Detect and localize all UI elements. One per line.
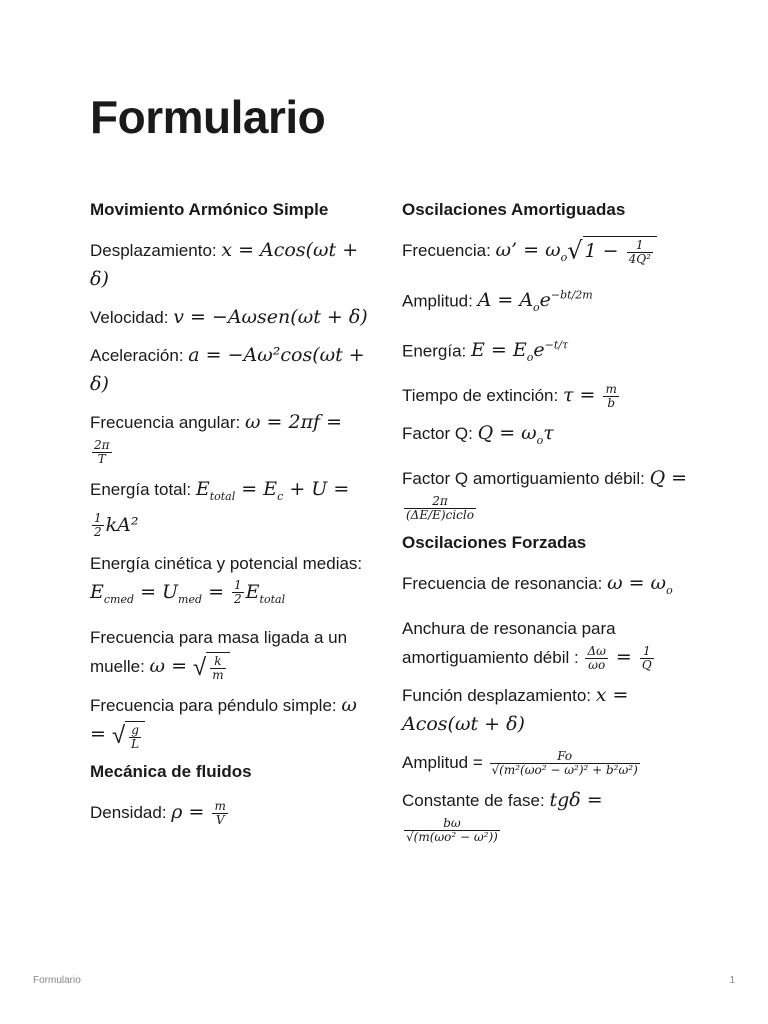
fraction: [210, 655, 225, 682]
eq-part: =: [202, 580, 231, 603]
formula-aceleracion: [90, 341, 370, 399]
fraction: [129, 724, 141, 751]
denominator: T: [97, 452, 106, 467]
eq-part: =: [609, 645, 638, 668]
formula-equation: tgδ =: [549, 788, 603, 811]
formula-energia-amortiguada: [402, 331, 692, 372]
fraction: [490, 750, 640, 777]
formula-frecuencia-muelle: [90, 623, 370, 683]
fraction: [603, 383, 618, 410]
subscript: o: [533, 300, 540, 314]
section-amortiguadas-heading: Oscilaciones Amortiguadas: [402, 200, 626, 219]
eq-part: E = E: [471, 339, 527, 362]
eq-part: = U: [134, 580, 179, 603]
formula-label: Frecuencia:: [402, 241, 496, 260]
numerator: m: [214, 798, 226, 813]
formula-equation: Q =: [649, 466, 688, 489]
formula-label: Frecuencia de resonancia:: [402, 573, 608, 593]
formula-label: Función desplazamiento:: [402, 685, 596, 705]
numerator: 1: [234, 578, 242, 593]
fraction: [92, 439, 112, 466]
formula-velocidad: [90, 303, 370, 332]
numerator: g: [129, 724, 141, 738]
formula-frecuencia-resonancia: [402, 569, 692, 605]
formula-frecuencia-pendulo: [90, 691, 370, 751]
eq-part: A = A: [477, 289, 534, 312]
subscript: o: [560, 250, 568, 264]
formula-amplitud-forzada: [402, 748, 692, 777]
formula-label: Factor Q:: [402, 424, 478, 444]
formula-equation: [90, 578, 286, 607]
formula-equation: [495, 236, 657, 266]
formula-label: Frecuencia angular:: [90, 413, 245, 432]
fraction: [404, 817, 500, 844]
eq-part: ω’ = ω: [495, 239, 561, 261]
exponent: −bt/2m: [550, 288, 593, 302]
fraction: [232, 579, 244, 606]
subscript: med: [178, 592, 203, 606]
denominator: Q: [641, 657, 652, 672]
eq-part: E: [245, 580, 260, 603]
formula-label: Amplitud =: [402, 752, 488, 772]
denominator: 2: [94, 525, 102, 540]
formula-funcion-desplazamiento: [402, 681, 692, 739]
denominator: 2: [234, 592, 242, 607]
section-forzadas-heading: Oscilaciones Forzadas: [402, 532, 587, 552]
subscript: o: [666, 583, 673, 597]
eq-part: E: [195, 478, 210, 501]
page-number: 1: [729, 975, 735, 986]
formula-label: Energía total:: [90, 480, 196, 500]
eq-part: τ: [543, 422, 554, 445]
formula-label: Factor Q amortiguamiento débil:: [402, 468, 650, 488]
formula-equation: v = −Aωsen(ωt + δ): [173, 306, 368, 328]
subscript: c: [277, 489, 284, 503]
footer-title: Formulario: [33, 975, 81, 986]
formula-frecuencia-angular: [90, 408, 370, 466]
eq-part: e: [539, 289, 551, 312]
formula-label: Aceleración:: [90, 346, 189, 365]
formula-frecuencia-amortiguada: [402, 236, 692, 272]
fraction: [585, 645, 607, 672]
formula-equation: [607, 571, 673, 597]
subscript: total: [259, 592, 286, 606]
subscript: o: [536, 433, 544, 447]
eq-part: E: [90, 580, 104, 603]
eq-part: Q = ω: [477, 422, 537, 445]
right-column: [402, 198, 692, 853]
formula-energia-media: [90, 549, 370, 614]
formula-tiempo-extincion: [402, 381, 692, 410]
numerator: k: [210, 655, 225, 669]
radicand: [125, 721, 145, 751]
formula-label: Velocidad:: [90, 308, 174, 327]
eq-part: 1 −: [584, 240, 625, 262]
formula-equation: x = Acos(ωt + δ): [90, 239, 359, 290]
formula-desplazamiento: [90, 236, 370, 294]
formula-label: Frecuencia para masa ligada a un muelle:: [90, 627, 348, 676]
numerator: 2π: [94, 438, 110, 453]
denominator: m: [212, 668, 224, 683]
formula-equation: ω =: [149, 654, 194, 677]
denominator: √(m(ωo² − ω²)): [406, 829, 498, 844]
subscript: cmed: [103, 592, 135, 606]
numerator: 2π: [404, 495, 476, 509]
formula-equation: τ =: [562, 384, 602, 407]
eq-part: ω = ω: [607, 571, 667, 594]
formula-equation: [471, 338, 569, 365]
eq-part: kA²: [105, 513, 139, 536]
numerator: Fo: [490, 750, 640, 764]
fraction: [627, 239, 653, 266]
formula-equation: a = −Aω²cos(ωt + δ): [90, 344, 365, 395]
numerator: bω: [404, 817, 500, 831]
formula-label: Densidad:: [90, 802, 172, 822]
radicand: [206, 652, 229, 682]
formula-label: Energía cinética y potencial medias:: [90, 553, 363, 573]
formula-label: Tiempo de extinción:: [402, 386, 563, 406]
denominator: 4Q²: [628, 251, 651, 266]
fraction: [212, 800, 227, 827]
fraction: [92, 512, 104, 539]
denominator: b: [607, 396, 615, 411]
formula-label: Amplitud:: [402, 291, 478, 311]
formula-energia-total: [90, 475, 370, 540]
exponent: −t/τ: [544, 338, 569, 352]
formula-equation: [477, 422, 554, 447]
formula-densidad: [90, 798, 370, 827]
fraction: [640, 645, 654, 672]
formula-equation: ω = 2πf =: [244, 411, 343, 433]
formula-label: Frecuencia para péndulo simple:: [90, 696, 342, 716]
eq-part: = E: [235, 478, 278, 501]
formula-label: Desplazamiento:: [90, 241, 222, 260]
section-mas-heading: Movimiento Armónico Simple: [90, 200, 329, 219]
subscript: total: [209, 489, 236, 503]
sqrt-icon: √: [193, 653, 207, 681]
denominator: L: [131, 736, 140, 751]
eq-part: e: [533, 339, 545, 362]
formula-anchura-resonancia: [402, 614, 692, 672]
denominator: √(m²(ωo² − ω²)² + b²ω²): [491, 762, 638, 777]
fraction: [404, 495, 476, 522]
formula-equation: ω =: [90, 694, 357, 746]
numerator: 1: [640, 645, 654, 659]
formula-constante-fase: [402, 786, 692, 844]
page-title: Formulario: [90, 91, 326, 143]
sqrt-icon: √: [111, 722, 126, 750]
denominator: V: [215, 812, 225, 827]
formula-factor-q-debil: [402, 464, 692, 522]
numerator: Δω: [587, 643, 606, 658]
formula-equation: ρ =: [171, 800, 211, 823]
formula-equation: [477, 288, 593, 314]
formula-label: Anchura de resonancia para amortiguamiento débil :: [402, 618, 616, 667]
formula-label: Constante de fase:: [402, 790, 550, 810]
numerator: 1: [94, 511, 102, 526]
denominator: ωo: [588, 657, 606, 672]
formula-amplitud-amortiguada: [402, 281, 692, 322]
sqrt-icon: √: [567, 236, 583, 265]
numerator: m: [605, 382, 617, 397]
formula-label: Energía:: [402, 341, 471, 361]
numerator: 1: [627, 239, 653, 253]
radicand: [583, 236, 657, 266]
eq-part: + U =: [283, 478, 350, 501]
formula-factor-q: [402, 419, 692, 455]
formula-equation: x = Acos(ωt + δ): [402, 683, 629, 735]
left-column: [90, 198, 370, 836]
subscript: o: [526, 351, 534, 365]
denominator: (ΔE/E)ciclo: [406, 507, 474, 522]
section-fluidos-heading: Mecánica de fluidos: [90, 761, 252, 781]
